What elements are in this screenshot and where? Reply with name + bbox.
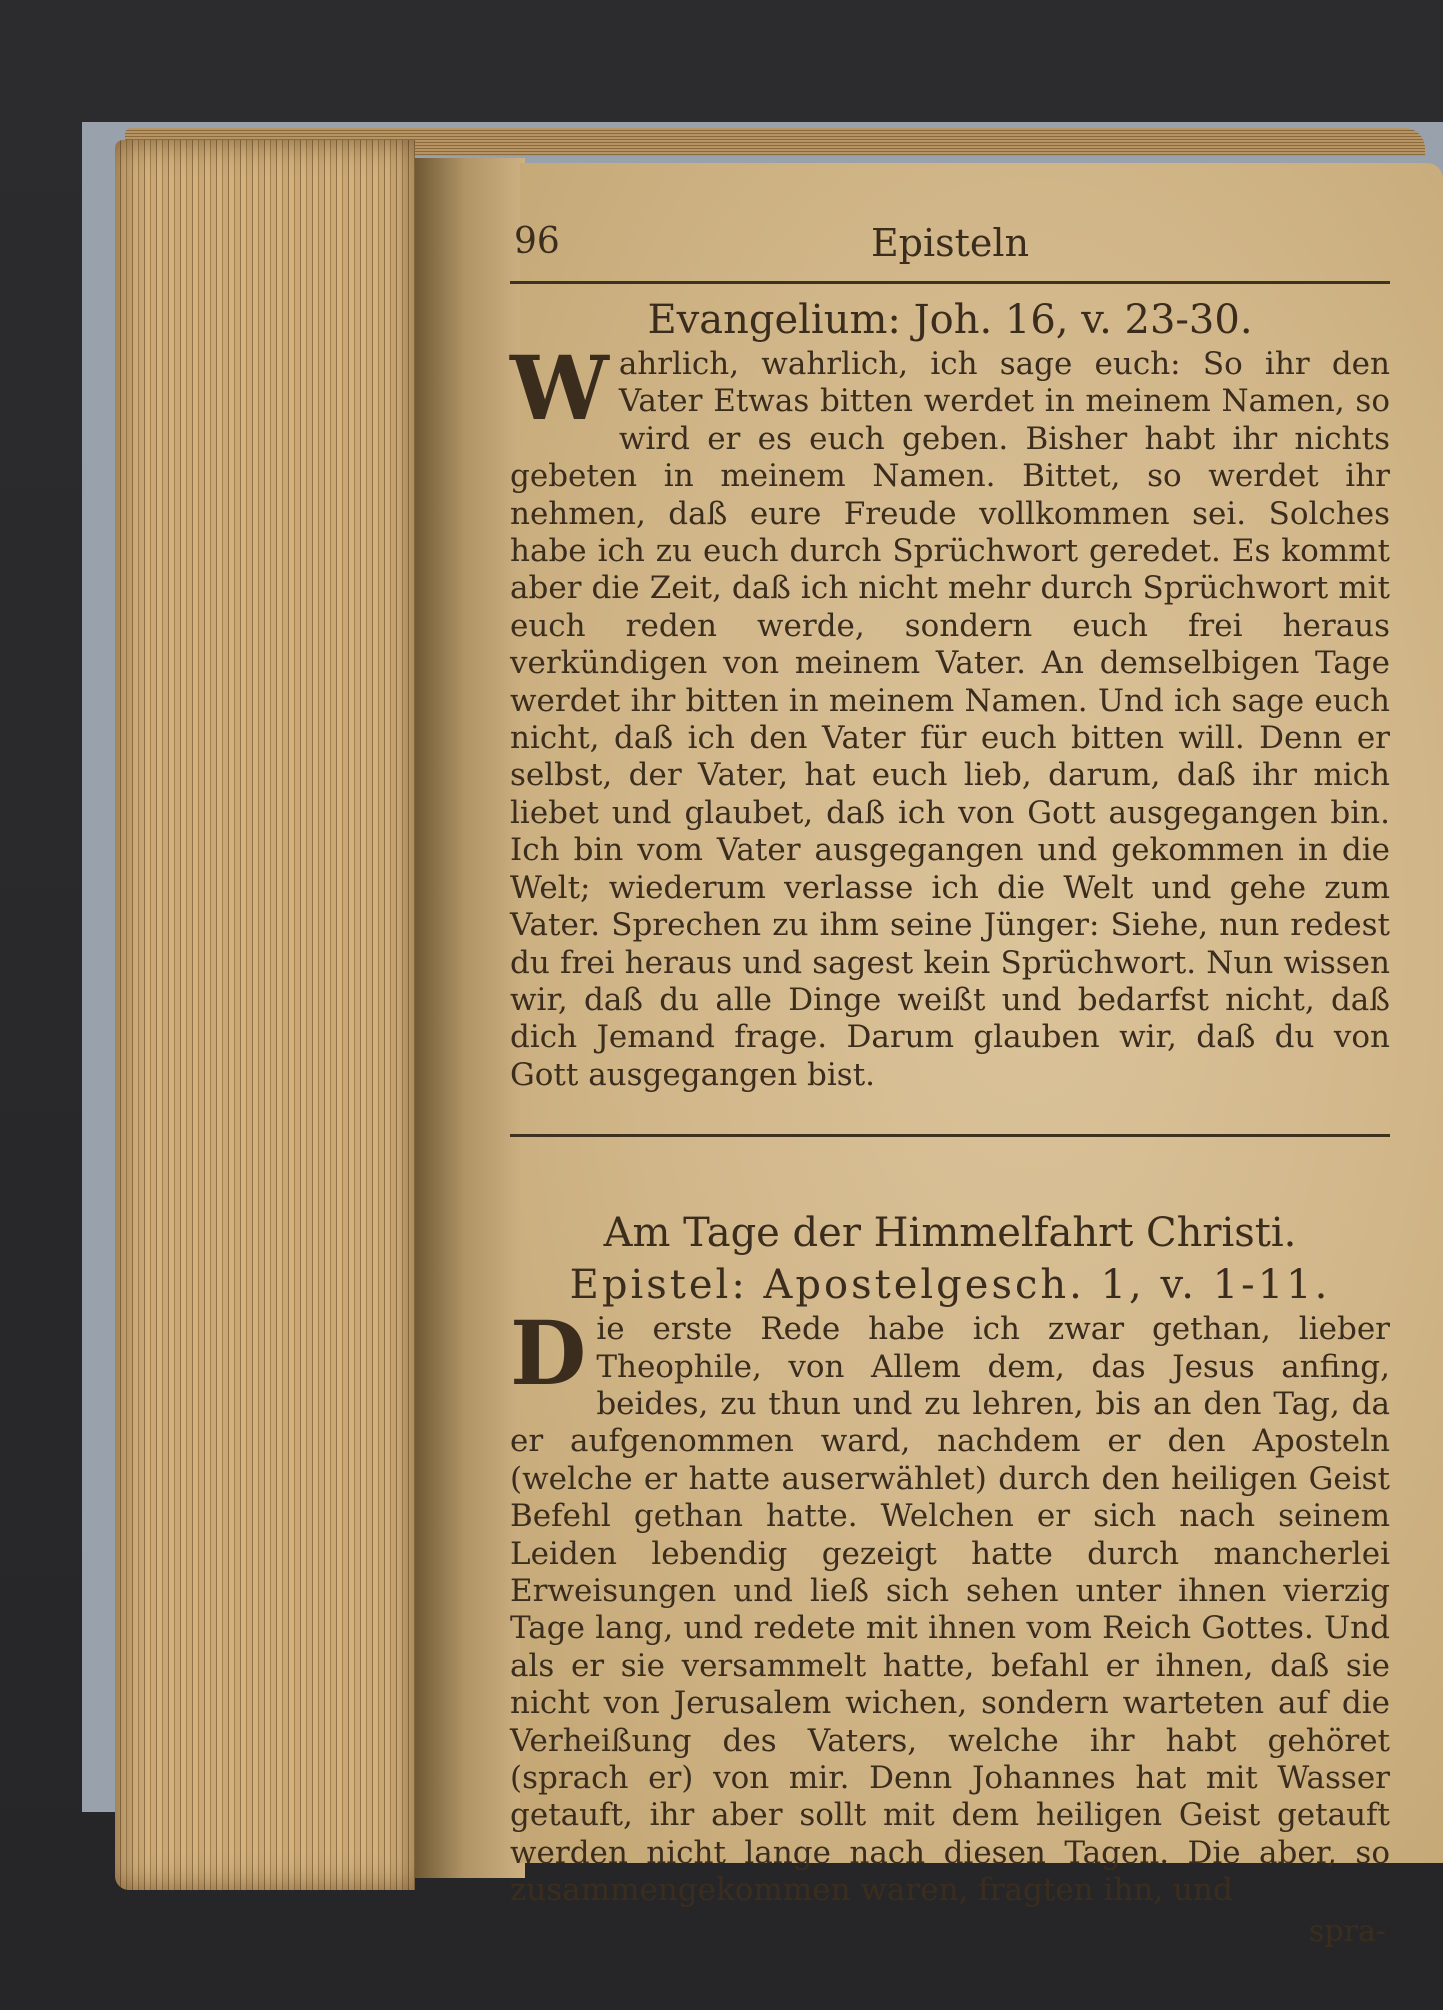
header-rule: [510, 281, 1390, 284]
running-head: [510, 215, 1390, 275]
section-2-body: ie erste Rede habe ich zwar gethan, lieber Theophile, von Allem dem, das Jesus anfing, beides, zu thun und zu lehren, bis an den Tag, da er aufgenommen ward, nachdem er den Aposteln (welche er hatte auserwählet) durch den heiligen Geist Befehl gethan hatte. Welchen er sich nach seinem Leiden lebendig gezeigt hatte durch mancherlei Erweisungen und ließ sich sehen unter ihnen vierzig Tage lang, und redete mit ihnen vom Reich Gottes. Und als er sie versammelt hatte, befahl er ihnen, daß sie nicht von Jerusalem wichen, sondern warteten auf die Verheißung des Vaters, welche ihr habt gehöret (sprach er) von mir. Denn Johannes hat mit Wasser getauft, ihr aber sollt mit dem heiligen Geist getauft werden nicht lange nach diesen Tagen. Die aber, so zusammengekommen waren, fragten ihn, und: [510, 1311, 1390, 1909]
section-2-title: Am Tage der Himmelfahrt Christi.: [603, 1210, 1297, 1257]
section-2-dropcap: D: [510, 1301, 587, 1406]
page-content: [510, 215, 1390, 1949]
running-title: Episteln: [870, 221, 1030, 265]
section-divider: [510, 1134, 1390, 1137]
catchword: spra-: [1309, 1913, 1386, 1949]
section-2-text: [510, 1301, 1390, 1910]
book-gutter: [415, 158, 525, 1878]
book-page-edges: [115, 140, 415, 1890]
section-1-dropcap: W: [510, 336, 609, 440]
page-number: 96: [514, 221, 560, 262]
section-1-text: [510, 336, 1390, 1094]
section-1-heading: Evangelium: Joh. 16, v. 23-30.: [647, 297, 1253, 343]
section-2-heading: Epistel: Apostelgesch. 1, v. 1-11.: [569, 1262, 1331, 1309]
section-1-body: ahrlich, wahrlich, ich sage euch: So ihr den Vater Etwas bitten werdet in meinem Namen, so wird er es euch geben. Bisher habt ihr nichts gebeten in meinem Namen. Bittet, so werdet ihr nehmen, daß eure Freude vollkommen sei. Solches habe ich zu euch durch Sprüchwort geredet. Es kommt aber die Zeit, daß ich nicht mehr durch Sprüchwort mit euch reden werde, sondern euch frei heraus verkündigen von meinem Vater. An demselbigen Tage werdet ihr bitten in meinem Namen. Und ich sage euch nicht, daß ich den Vater für euch bitten will. Denn er selbst, der Vater, hat euch lieb, darum, daß ihr mich liebet und glaubet, daß ich von Gott ausgegangen bin. Ich bin vom Vater ausgegangen und gekommen in die Welt; wiederum verlasse ich die Welt und gehe zum Vater. Sprechen zu ihm seine Jünger: Siehe, nun redest du frei heraus und sagest kein Sprüchwort. Nun wissen wir, daß du alle Dinge weißt und bedarfst nicht, daß dich Jemand frage. Darum glauben wir, daß du von Gott ausgegangen bist.: [510, 346, 1390, 1093]
